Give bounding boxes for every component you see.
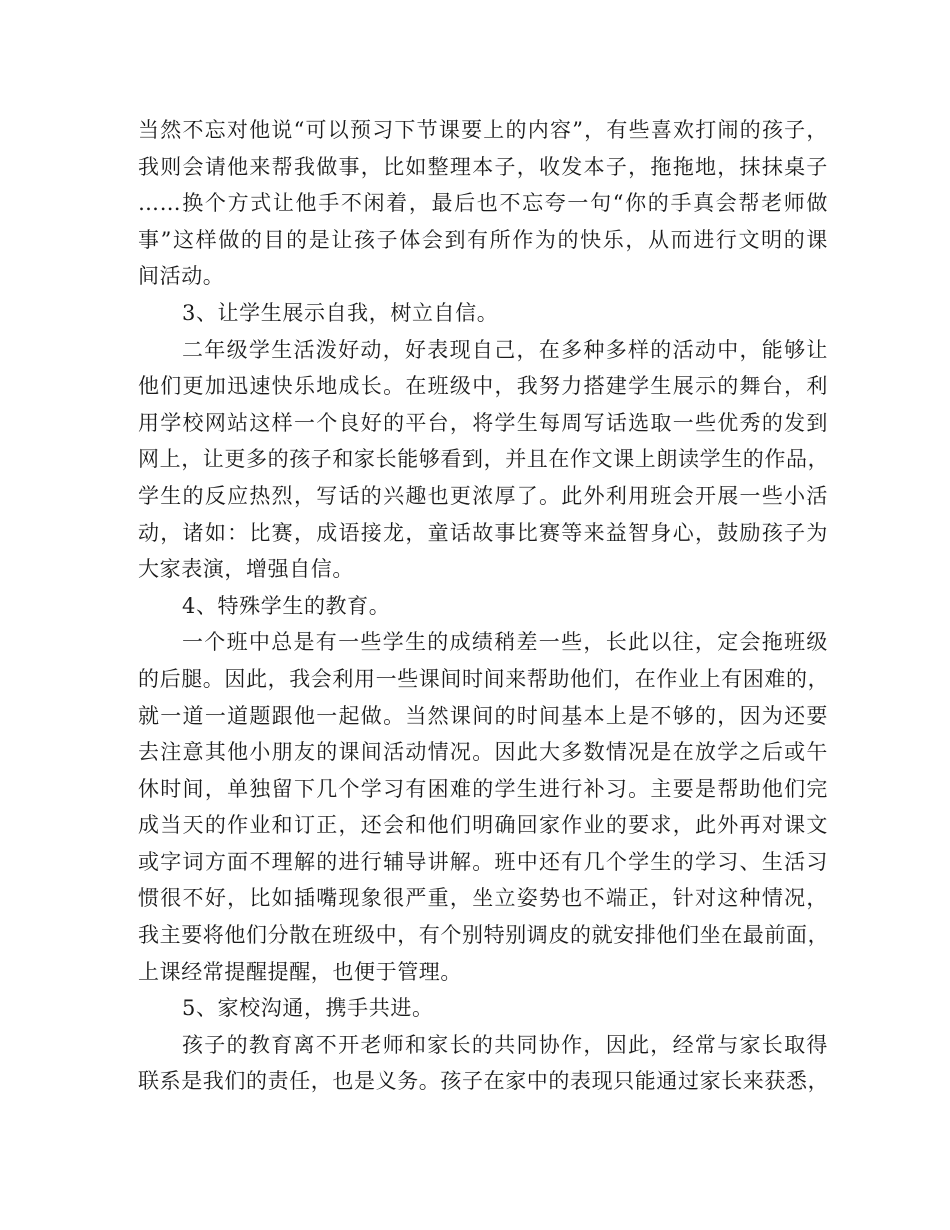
text-line: 孩子的教育离不开老师和家长的共同协作，因此，经常与家长取得 (182, 1032, 828, 1057)
text-line: 上课经常提醒提醒，也便于管理。 (138, 959, 462, 984)
text-line: 一个班中总是有一些学生的成绩稍差一些，长此以往，定会拖班级 (182, 630, 828, 655)
text-line: 事”这样做的目的是让孩子体会到有所作为的快乐，从而进行文明的课 (138, 227, 828, 252)
text-line: 大家表演，增强自信。 (138, 557, 354, 582)
text-line: 二年级学生活泼好动，好表现自己，在多种多样的活动中，能够让 (182, 337, 828, 362)
text-line: 去注意其他小朋友的课间活动情况。因此大多数情况是在放学之后或午 (138, 740, 828, 765)
text-line: 联系是我们的责任，也是义务。孩子在家中的表现只能通过家长来获悉， (138, 1069, 830, 1094)
text-line: 他们更加迅速快乐地成长。在班级中，我努力搭建学生展示的舞台，利 (138, 374, 828, 399)
text-line: ……换个方式让他手不闲着，最后也不忘夸一句“你的手真会帮老师做 (138, 191, 828, 216)
text-line: 或字词方面不理解的进行辅导讲解。班中还有几个学生的学习、生活习 (138, 849, 828, 874)
document-body (138, 112, 828, 1100)
text-line: 学生的反应热烈，写话的兴趣也更浓厚了。此外利用班会开展一些小活 (138, 483, 828, 508)
text-line: 就一道一道题跟他一起做。当然课间的时间基本上是不够的，因为还要 (138, 703, 828, 728)
text-line: 的后腿。因此，我会利用一些课间时间来帮助他们，在作业上有困难的， (138, 666, 830, 691)
text-line: 间活动。 (138, 264, 225, 289)
text-line: 用学校网站这样一个良好的平台，将学生每周写话选取一些优秀的发到 (138, 410, 828, 435)
text-line: 动，诸如：比赛，成语接龙，童话故事比赛等来益智身心，鼓励孩子为 (138, 520, 828, 545)
text-line: 3、让学生展示自我，树立自信。 (182, 300, 499, 325)
text-line: 休时间，单独留下几个学习有困难的学生进行补习。主要是帮助他们完 (138, 776, 828, 801)
text-line: 当然不忘对他说“可以预习下节课要上的内容”，有些喜欢打闹的孩子， (138, 118, 828, 142)
text-line: 惯很不好，比如插嘴现象很严重，坐立姿势也不端正，针对这种情况， (138, 886, 828, 911)
text-line: 5、家校沟通，携手共进。 (182, 996, 434, 1021)
text-line: 我则会请他来帮我做事，比如整理本子，收发本子，拖拖地，抹抹桌子 (138, 154, 828, 179)
text-line: 4、特殊学生的教育。 (182, 593, 391, 618)
text-line: 网上，让更多的孩子和家长能够看到，并且在作文课上朗读学生的作品， (138, 447, 830, 472)
text-line: 成当天的作业和订正，还会和他们明确回家作业的要求，此外再对课文 (138, 813, 828, 838)
text-line: 我主要将他们分散在班级中，有个别特别调皮的就安排他们坐在最前面， (138, 923, 830, 948)
